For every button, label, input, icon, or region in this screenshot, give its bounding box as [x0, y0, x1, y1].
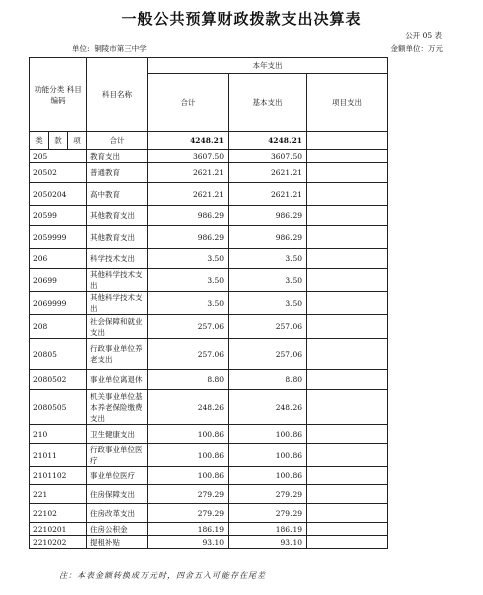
row-total: 279.29	[148, 485, 229, 504]
table-row	[30, 315, 453, 339]
row-code: 20805	[30, 339, 87, 370]
total-amount: 4248.21	[148, 132, 229, 150]
row-total: 3607.50	[148, 150, 229, 163]
row-basic: 248.26	[229, 390, 307, 425]
table-row	[30, 226, 453, 249]
row-code: 21011	[30, 444, 87, 467]
total-label: 合计	[87, 132, 148, 150]
form-code: 公开 05 表	[405, 31, 442, 40]
row-basic: 3607.50	[229, 150, 307, 163]
row-total: 986.29	[148, 226, 229, 249]
row-name: 科学技术支出	[87, 249, 148, 269]
row-name: 其他科学技术支出	[87, 269, 148, 292]
row-name: 其他教育支出	[87, 226, 148, 249]
table-row	[30, 292, 453, 315]
row-name: 行政事业单位养老支出	[87, 339, 148, 370]
row-basic: 279.29	[229, 485, 307, 504]
total-project	[307, 132, 388, 150]
row-project	[307, 485, 388, 504]
footnote: 注：本表金额转换成万元时，四舍五入可能存在尾差	[59, 571, 266, 580]
table-row	[30, 504, 453, 523]
row-basic: 100.86	[229, 467, 307, 485]
row-project	[307, 226, 388, 249]
row-code: 2210201	[30, 523, 87, 536]
unit-info	[72, 43, 147, 54]
row-total: 3.50	[148, 249, 229, 269]
header-basic: 基本支出	[229, 74, 307, 132]
table-row	[30, 467, 453, 485]
row-code: 20599	[30, 206, 87, 226]
row-code: 2069999	[30, 292, 87, 315]
row-project	[307, 292, 388, 315]
header-name: 科目名称	[87, 58, 148, 132]
row-project	[307, 504, 388, 523]
row-code: 20699	[30, 269, 87, 292]
row-total: 2621.21	[148, 163, 229, 183]
row-basic: 3.50	[229, 269, 307, 292]
row-name: 高中教育	[87, 183, 148, 206]
table-row	[30, 444, 453, 467]
row-basic: 100.86	[229, 425, 307, 444]
header-category: 功能分类 科目编码	[30, 58, 87, 132]
row-name: 机关事业单位基本养老保险缴费支出	[87, 390, 148, 425]
row-basic: 257.06	[229, 339, 307, 370]
header-project: 项目支出	[307, 74, 388, 132]
row-basic: 2621.21	[229, 183, 307, 206]
row-project	[307, 390, 388, 425]
unit-label: 单位:	[72, 44, 90, 53]
row-project	[307, 425, 388, 444]
row-name: 其他科学技术支出	[87, 292, 148, 315]
row-total: 100.86	[148, 467, 229, 485]
header-xiang: 项	[68, 132, 87, 150]
row-total: 279.29	[148, 504, 229, 523]
table-row	[30, 536, 453, 549]
row-name: 住房改革支出	[87, 504, 148, 523]
row-name: 普通教育	[87, 163, 148, 183]
table-row	[30, 269, 453, 292]
row-project	[307, 370, 388, 390]
row-total: 186.19	[148, 523, 229, 536]
row-name: 其他教育支出	[87, 206, 148, 226]
row-code: 22102	[30, 504, 87, 523]
table-row	[30, 390, 453, 425]
row-name: 教育支出	[87, 150, 148, 163]
row-code: 205	[30, 150, 87, 163]
row-code: 221	[30, 485, 87, 504]
table-row	[30, 150, 453, 163]
expenditure-table	[29, 57, 453, 549]
row-basic: 3.50	[229, 292, 307, 315]
row-project	[307, 269, 388, 292]
row-project	[307, 536, 388, 549]
row-code: 20502	[30, 163, 87, 183]
row-project	[307, 206, 388, 226]
row-basic: 93.10	[229, 536, 307, 549]
row-total: 248.26	[148, 390, 229, 425]
row-basic: 257.06	[229, 315, 307, 339]
row-project	[307, 163, 388, 183]
row-project	[307, 467, 388, 485]
table-row	[30, 485, 453, 504]
row-name: 卫生健康支出	[87, 425, 148, 444]
header-current-year: 本年支出	[148, 58, 388, 74]
row-name: 提租补贴	[87, 536, 148, 549]
row-code: 2210202	[30, 536, 87, 549]
row-total: 3.50	[148, 292, 229, 315]
row-basic: 986.29	[229, 226, 307, 249]
row-name: 住房公积金	[87, 523, 148, 536]
row-project	[307, 315, 388, 339]
row-name: 事业单位医疗	[87, 467, 148, 485]
row-project	[307, 523, 388, 536]
row-total: 100.86	[148, 444, 229, 467]
row-total: 8.80	[148, 370, 229, 390]
row-code: 206	[30, 249, 87, 269]
row-total: 93.10	[148, 536, 229, 549]
amount-unit: 金额单位：万元	[390, 44, 443, 53]
row-name: 事业单位离退休	[87, 370, 148, 390]
row-code: 2080505	[30, 390, 87, 425]
table-row	[30, 370, 453, 390]
row-basic: 986.29	[229, 206, 307, 226]
header-total: 合计	[148, 74, 229, 132]
row-basic: 2621.21	[229, 163, 307, 183]
row-total: 2621.21	[148, 183, 229, 206]
header-lei: 类	[30, 132, 49, 150]
row-total: 100.86	[148, 425, 229, 444]
page-title: 一般公共预算财政拨款支出决算表	[121, 10, 362, 28]
unit-name: 铜陵市第三中学	[94, 44, 147, 53]
row-code: 2101102	[30, 467, 87, 485]
row-name: 社会保障和就业支出	[87, 315, 148, 339]
row-project	[307, 249, 388, 269]
table-row	[30, 249, 453, 269]
row-total: 257.06	[148, 339, 229, 370]
row-project	[307, 339, 388, 370]
row-total: 257.06	[148, 315, 229, 339]
row-code: 2080502	[30, 370, 87, 390]
table-row	[30, 183, 453, 206]
row-project	[307, 444, 388, 467]
row-basic: 279.29	[229, 504, 307, 523]
table-row	[30, 425, 453, 444]
header-kuan: 款	[49, 132, 68, 150]
row-name: 行政事业单位医疗	[87, 444, 148, 467]
row-total: 3.50	[148, 269, 229, 292]
table-row	[30, 206, 453, 226]
row-basic: 3.50	[229, 249, 307, 269]
row-code: 208	[30, 315, 87, 339]
row-basic: 8.80	[229, 370, 307, 390]
table-row	[30, 339, 453, 370]
row-name: 住房保障支出	[87, 485, 148, 504]
row-code: 2059999	[30, 226, 87, 249]
row-code: 210	[30, 425, 87, 444]
total-basic: 4248.21	[229, 132, 307, 150]
row-total: 986.29	[148, 206, 229, 226]
row-project	[307, 150, 388, 163]
row-code: 2050204	[30, 183, 87, 206]
row-basic: 186.19	[229, 523, 307, 536]
row-basic: 100.86	[229, 444, 307, 467]
table-row	[30, 163, 453, 183]
row-project	[307, 183, 388, 206]
table-row	[30, 523, 453, 536]
